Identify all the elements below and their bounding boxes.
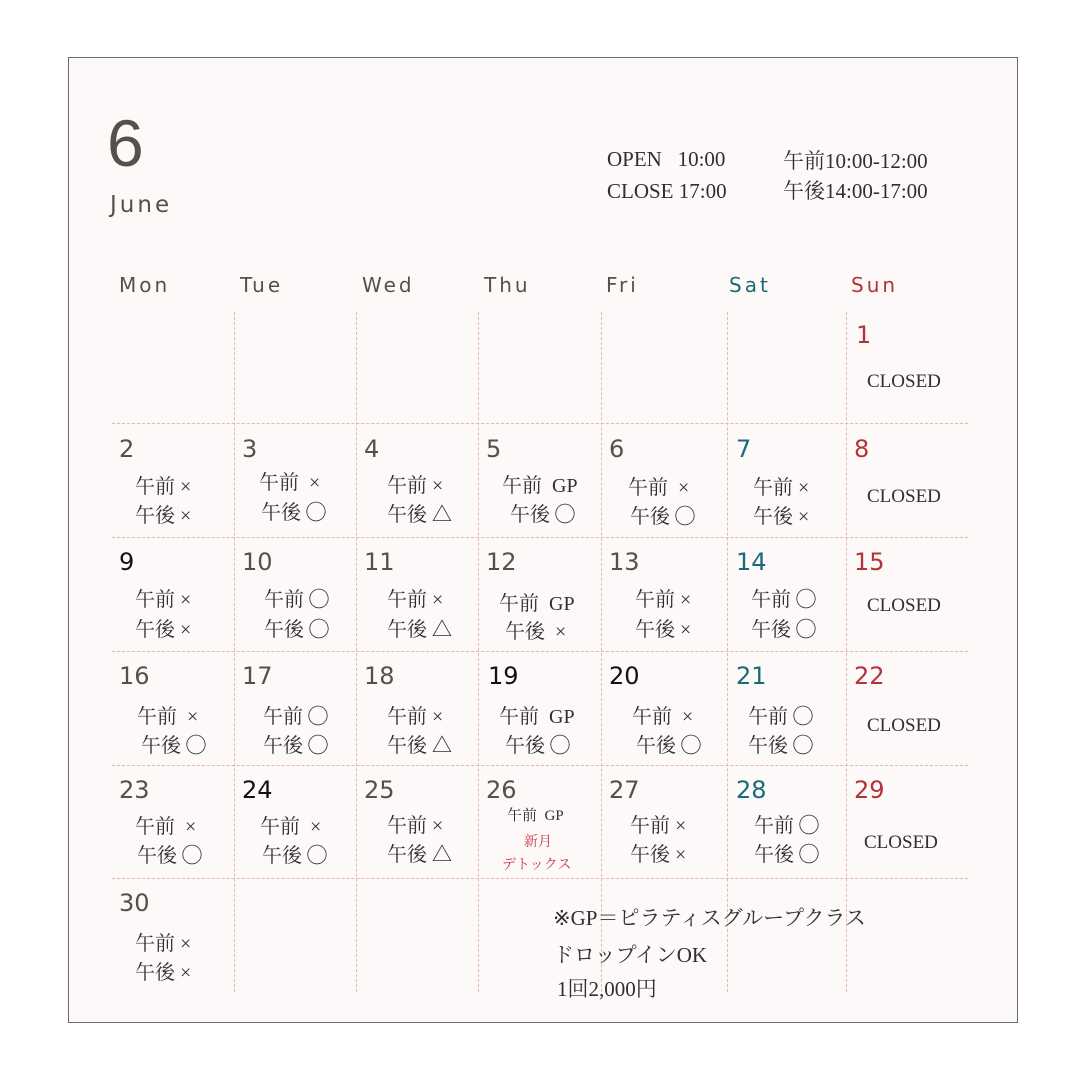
day-number: 24 bbox=[242, 776, 273, 804]
day-number: 19 bbox=[488, 662, 519, 690]
am-status: 午前 × bbox=[387, 706, 444, 728]
closed-label: CLOSED bbox=[867, 595, 941, 616]
day-number: 22 bbox=[854, 662, 885, 690]
am-status: 午前 ◯ bbox=[264, 589, 329, 611]
dropin-note: ドロップインOK bbox=[553, 943, 708, 967]
weekday-mon: Mon bbox=[119, 273, 171, 297]
day-number: 2 bbox=[119, 435, 135, 463]
pm-status: 午後 ◯ bbox=[137, 845, 202, 867]
month-name: June bbox=[110, 192, 173, 218]
day-number: 13 bbox=[609, 548, 640, 576]
pm-status: 午後 ◯ bbox=[630, 506, 695, 528]
open-time: OPEN 10:00 bbox=[607, 147, 726, 171]
am-status: 午前 × bbox=[135, 589, 192, 611]
day-number: 5 bbox=[486, 435, 502, 463]
month-number: 6 bbox=[107, 106, 144, 180]
close-time: CLOSE 17:00 bbox=[607, 179, 727, 203]
am-status: 午前 ◯ bbox=[748, 706, 813, 728]
am-status: 午前 ◯ bbox=[263, 706, 328, 728]
day-number: 30 bbox=[119, 889, 150, 917]
price-note: 1回2,000円 bbox=[557, 977, 657, 1001]
grid-divider bbox=[601, 312, 602, 992]
am-status: 午前 × bbox=[135, 933, 192, 955]
closed-label: CLOSED bbox=[864, 832, 938, 853]
closed-label: CLOSED bbox=[867, 371, 941, 392]
grid-divider bbox=[356, 312, 357, 992]
am-status: 午前 × bbox=[387, 589, 444, 611]
grid-divider bbox=[112, 765, 968, 766]
event-label: 新月 bbox=[524, 835, 552, 850]
day-number: 16 bbox=[119, 662, 150, 690]
am-status: 午前 × bbox=[135, 816, 197, 838]
gp-note: ※GP＝ピラティスグループクラス bbox=[553, 906, 866, 930]
pm-status: 午後 ◯ bbox=[264, 619, 329, 641]
day-number: 14 bbox=[736, 548, 767, 576]
day-number: 1 bbox=[856, 321, 872, 349]
pm-status: 午後 ◯ bbox=[510, 504, 575, 526]
am-status: 午前 ◯ bbox=[751, 589, 816, 611]
pm-status: 午後 ◯ bbox=[636, 735, 701, 757]
pm-status: 午後 ◯ bbox=[141, 735, 206, 757]
pm-status: 午後 △ bbox=[387, 844, 452, 866]
grid-divider bbox=[112, 537, 968, 538]
am-status: 午前 × bbox=[635, 589, 692, 611]
day-number: 27 bbox=[609, 776, 640, 804]
day-number: 11 bbox=[364, 548, 395, 576]
grid-divider bbox=[112, 423, 968, 424]
am-status: 午前 GP bbox=[499, 593, 575, 615]
weekday-sun: Sun bbox=[851, 273, 899, 297]
weekday-wed: Wed bbox=[362, 273, 415, 297]
weekday-fri: Fri bbox=[606, 273, 639, 297]
day-number: 10 bbox=[242, 548, 273, 576]
grid-divider bbox=[112, 651, 968, 652]
day-number: 6 bbox=[609, 435, 625, 463]
pm-status: 午後 ◯ bbox=[754, 844, 819, 866]
day-number: 7 bbox=[736, 435, 752, 463]
weekday-tue: Tue bbox=[240, 273, 284, 297]
day-number: 28 bbox=[736, 776, 767, 804]
closed-label: CLOSED bbox=[867, 715, 941, 736]
grid-divider bbox=[727, 312, 728, 992]
day-number: 15 bbox=[854, 548, 885, 576]
day-number: 29 bbox=[854, 776, 885, 804]
pm-status: 午後 × bbox=[635, 619, 692, 641]
pm-status: 午後 × bbox=[135, 962, 192, 984]
am-status: 午前 × bbox=[135, 476, 192, 498]
day-number: 3 bbox=[242, 435, 258, 463]
pm-status: 午後 △ bbox=[387, 619, 452, 641]
pm-status: 午後 ◯ bbox=[748, 735, 813, 757]
am-status: 午前 × bbox=[260, 816, 322, 838]
day-number: 12 bbox=[486, 548, 517, 576]
am-status: 午前 ◯ bbox=[754, 815, 819, 837]
weekday-sat: Sat bbox=[729, 273, 771, 297]
am-status: 午前 × bbox=[753, 477, 810, 499]
pm-status: 午後 ◯ bbox=[263, 735, 328, 757]
am-status: 午前 × bbox=[259, 472, 321, 494]
pm-status: 午後 △ bbox=[387, 504, 452, 526]
pm-status: 午後 △ bbox=[387, 735, 452, 757]
pm-status: 午後 × bbox=[505, 621, 567, 643]
am-status: 午前 GP bbox=[499, 706, 575, 728]
pm-status: 午後 ◯ bbox=[262, 845, 327, 867]
pm-status: 午後 × bbox=[135, 505, 192, 527]
am-status: 午前 × bbox=[387, 475, 444, 497]
day-number: 26 bbox=[486, 776, 517, 804]
grid-divider bbox=[846, 312, 847, 992]
am-status: 午前 × bbox=[628, 477, 690, 499]
pm-status: 午後 × bbox=[630, 844, 687, 866]
am-status: 午前 × bbox=[632, 706, 694, 728]
pm-status: 午後 ◯ bbox=[261, 502, 326, 524]
grid-divider bbox=[234, 312, 235, 992]
weekday-thu: Thu bbox=[484, 273, 531, 297]
closed-label: CLOSED bbox=[867, 486, 941, 507]
day-number: 18 bbox=[364, 662, 395, 690]
day-number: 4 bbox=[364, 435, 380, 463]
am-status: 午前 × bbox=[630, 815, 687, 837]
day-number: 23 bbox=[119, 776, 150, 804]
day-number: 8 bbox=[854, 435, 870, 463]
grid-divider bbox=[478, 312, 479, 992]
am-status: 午前 × bbox=[387, 815, 444, 837]
pm-status: 午後 × bbox=[753, 506, 810, 528]
am-status: 午前 GP bbox=[507, 808, 564, 824]
day-number: 9 bbox=[119, 548, 135, 576]
event-label: デトックス bbox=[502, 858, 572, 873]
am-status: 午前 × bbox=[137, 706, 199, 728]
am-status: 午前 GP bbox=[502, 475, 578, 497]
day-number: 20 bbox=[609, 662, 640, 690]
day-number: 21 bbox=[736, 662, 767, 690]
am-hours: 午前10:00-12:00 bbox=[783, 149, 928, 173]
pm-status: 午後 × bbox=[135, 619, 192, 641]
pm-hours: 午後14:00-17:00 bbox=[783, 179, 928, 203]
day-number: 17 bbox=[242, 662, 273, 690]
grid-divider bbox=[112, 878, 968, 879]
pm-status: 午後 ◯ bbox=[751, 619, 816, 641]
day-number: 25 bbox=[364, 776, 395, 804]
pm-status: 午後 ◯ bbox=[505, 735, 570, 757]
